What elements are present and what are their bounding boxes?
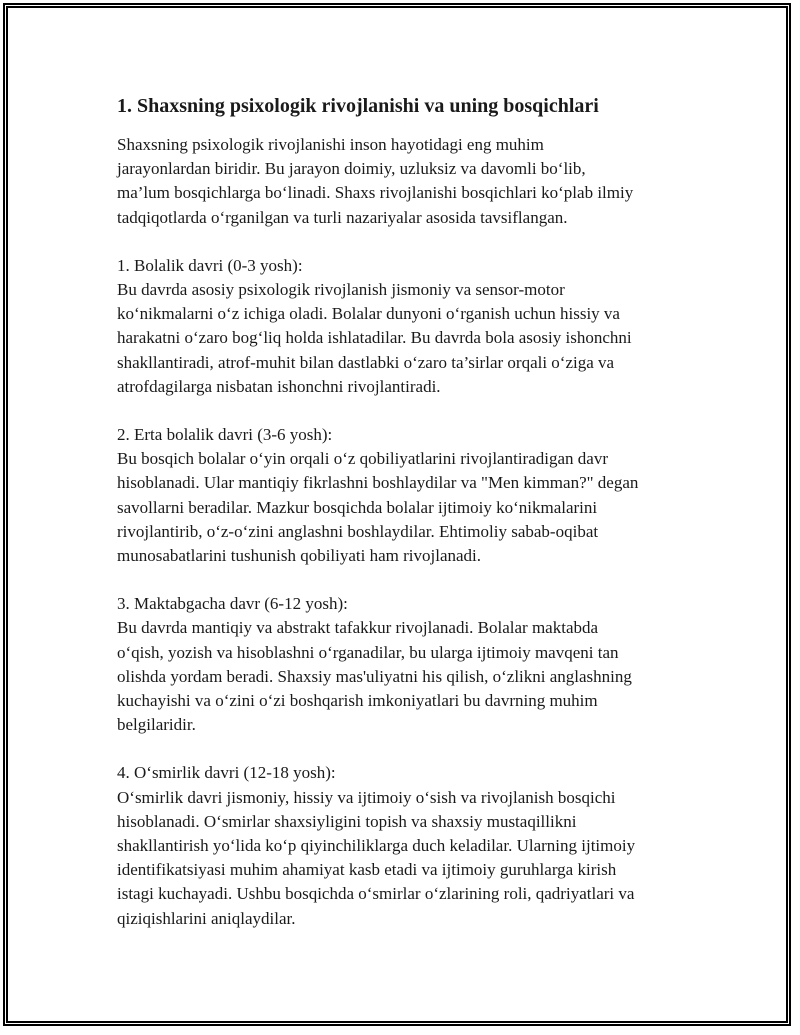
section-body: Bu davrda mantiqiy va abstrakt tafakkur rivojlanadi. Bolalar maktabda o‘qish, yozish va hisoblashni o‘rganadilar, bu ularga ijtimoiy mavqeni tan olishda yordam beradi. Shaxsiy mas'uliyatni his qilish, o‘zlikni anglashning kuchayishi va o‘zini o‘zi boshqarish imkoniyatlari bu davrning muhim belgilaridir. [117, 618, 632, 735]
section-body: O‘smirlik davri jismoniy, hissiy va ijtimoiy o‘sish va rivojlanish bosqichi hisoblanadi. O‘smirlar shaxsiyligini topish va shaxsiy mustaqillikni shakllantirish yo‘lida ko‘p qiyinchiliklarga duch keladilar. Ularning ijtimoiy identifikatsiyasi muhim ahamiyat kasb etadi va ijtimoiy guruhlarga kirish istagi kuchayadi. Ushbu bosqichda o‘smirlar o‘zlarining roli, qadriyatlari va qiziqishlarini aniqlaydilar. [117, 787, 636, 928]
section-school-age [117, 592, 697, 737]
section-early-childhood [117, 423, 697, 568]
intro-paragraph: Shaxsning psixologik rivojlanishi inson hayotidagi eng muhim jarayonlardan biridir. Bu jarayon doimiy, uzluksiz va davomli bo‘lib, ma’lum bosqichlarga bo‘linadi. Shaxs rivojlanishi bosqichlari ko‘plab ilmiy tadqiqotlarda o‘rganilgan va turli nazariyalar asosida tavsiflangan. [117, 135, 634, 227]
section-heading: 1. Bolalik davri (0-3 yosh): [117, 255, 303, 275]
section-body: Bu davrda asosiy psixologik rivojlanish jismoniy va sensor-motor ko‘nikmalarni o‘z ichiga oladi. Bolalar dunyoni o‘rganish uchun hissiy va harakatni o‘zaro bog‘liq holda ishlatadilar. Bu davrda bola asosiy ishonchni shakllantiradi, atrof-muhit bilan dastlabki o‘zaro ta’sirlar orqali o‘ziga va atrofdagilarga nisbatan ishonchni rivojlantiradi. [117, 280, 632, 396]
section-infancy [117, 254, 697, 399]
section-heading: 3. Maktabgacha davr (6-12 yosh): [117, 594, 348, 614]
section-heading: 4. O‘smirlik davri (12-18 yosh): [117, 763, 336, 783]
document-title: 1. Shaxsning psixologik rivojlanishi va uning bosqichlari [117, 95, 599, 117]
section-heading: 2. Erta bolalik davri (3-6 yosh): [117, 425, 333, 445]
section-body: Bu bosqich bolalar o‘yin orqali o‘z qobiliyatlarini rivojlantiradigan davr hisoblanadi. Ular mantiqiy fikrlashni boshlaydilar va "Men kimman?" degan savollarni beradilar. Mazkur bosqichda bolalar ijtimoiy ko‘nikmalarini rivojlantirib, o‘z-o‘zini anglashni boshlaydilar. Ehtimoliy sabab-oqibat munosabatlarini tushunish qobiliyati ham rivojlanadi. [117, 449, 639, 566]
section-adolescence [117, 761, 697, 930]
document-body [117, 93, 697, 931]
